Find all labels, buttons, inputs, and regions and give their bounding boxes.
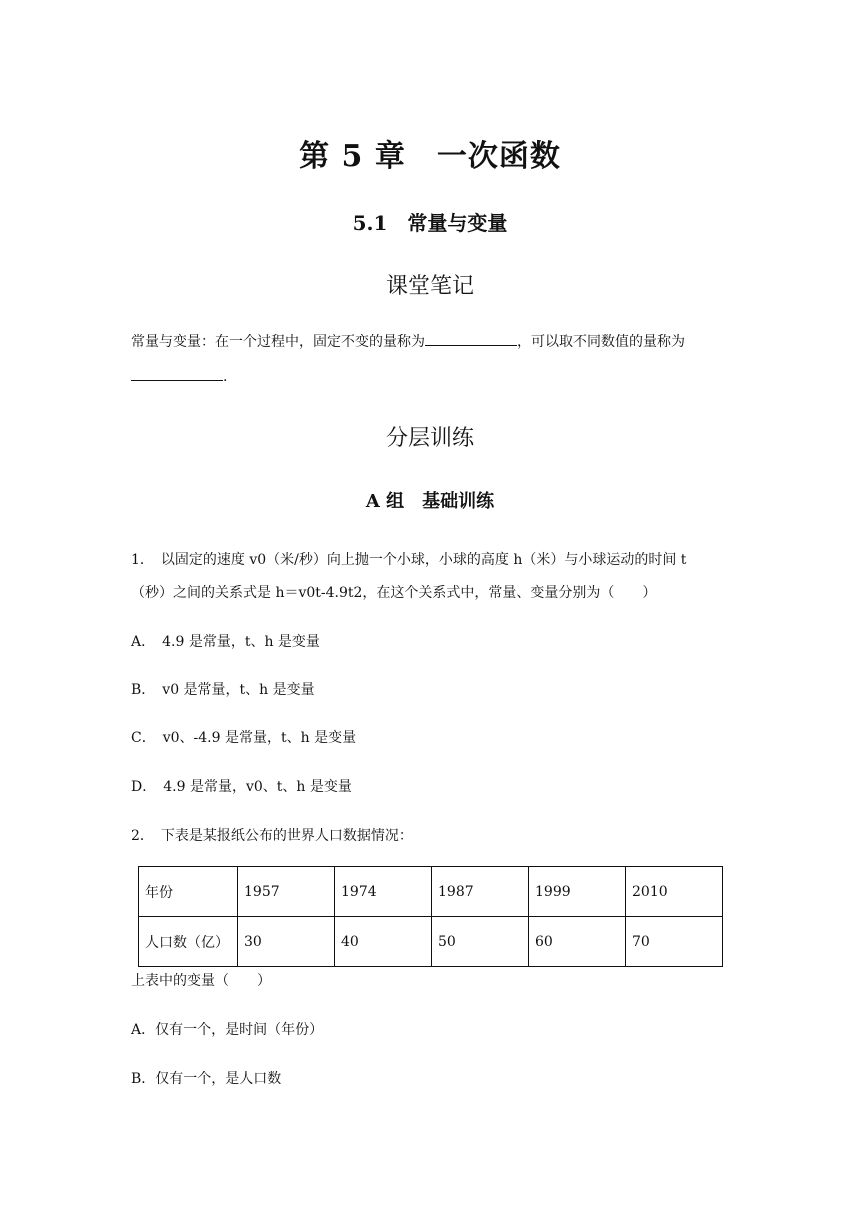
table-cell: 50	[432, 917, 529, 967]
table-row-year	[139, 867, 723, 917]
training-heading: 分层训练	[385, 426, 474, 451]
table-cell: 60	[529, 917, 626, 967]
table-row-population	[139, 917, 723, 967]
question-1-option-c: C． v0、-4.9 是常量，t、h 是变量	[131, 730, 357, 746]
table-cell: 1957	[238, 867, 335, 917]
notes-line-1-prefix: 常量与变量：在一个过程中，固定不变的量称为	[131, 334, 425, 350]
question-1-option-b: B． v0 是常量，t、h 是变量	[131, 682, 315, 698]
notes-line-1-middle: ，可以取不同数值的量称为	[517, 334, 685, 350]
notes-line-2-suffix: .	[223, 369, 228, 385]
question-1-option-d: D． 4.9 是常量，v0、t、h 是变量	[131, 779, 352, 795]
question-2-stem: 2． 下表是某报纸公布的世界人口数据情况：	[131, 828, 413, 844]
notes-heading: 课堂笔记	[385, 274, 474, 299]
answer-blank-constant[interactable]	[425, 331, 517, 346]
question-2-option-b: B．仅有一个，是人口数	[131, 1071, 282, 1087]
question-1-line-2: （秒）之间的关系式是 h＝v0t-4.9t2，在这个关系式中，常量、变量分别为（ ）	[131, 585, 657, 601]
notes-line-2	[131, 366, 227, 387]
table-cell-year-header: 年份	[139, 867, 238, 917]
section-title: 5.1 常量与变量	[352, 211, 508, 235]
table-cell: 1974	[335, 867, 432, 917]
notes-line-1	[131, 331, 685, 352]
population-table	[138, 866, 723, 967]
table-cell-population-header: 人口数（亿）	[139, 917, 238, 967]
table-cell: 1987	[432, 867, 529, 917]
question-1-line-1: 1． 以固定的速度 v0（米/秒）向上抛一个小球，小球的高度 h（米）与小球运动的时间 t	[131, 552, 687, 568]
question-2-option-a: A．仅有一个，是时间（年份）	[131, 1022, 324, 1038]
table-cell: 1999	[529, 867, 626, 917]
table-cell: 2010	[626, 867, 723, 917]
group-heading: A 组 基础训练	[365, 491, 495, 512]
table-cell: 40	[335, 917, 432, 967]
table-cell: 70	[626, 917, 723, 967]
question-1-option-a: A． 4.9 是常量，t、h 是变量	[131, 634, 320, 650]
chapter-title: 第 5 章 一次函数	[299, 139, 561, 174]
table-cell: 30	[238, 917, 335, 967]
answer-blank-variable[interactable]	[131, 366, 223, 381]
question-2-question: 上表中的变量（ ）	[131, 973, 271, 989]
